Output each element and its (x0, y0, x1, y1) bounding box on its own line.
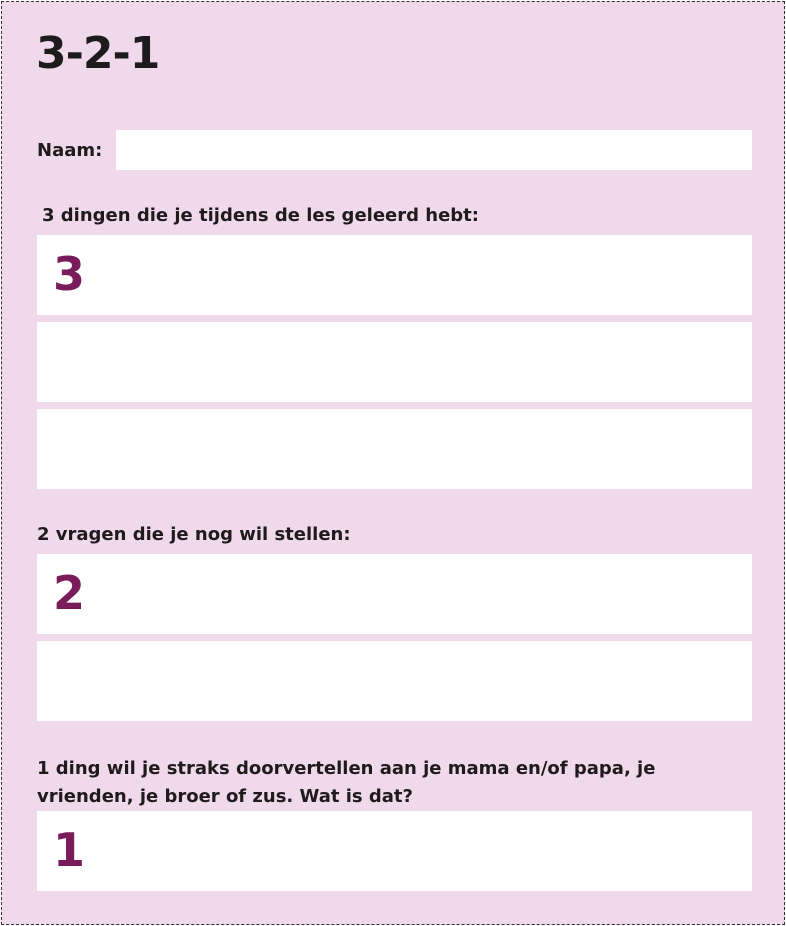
page-title: 3-2-1 (36, 28, 160, 79)
answer-box-one-1[interactable] (37, 811, 752, 891)
number-three-marker: 3 (53, 247, 86, 301)
number-one-marker: 1 (53, 823, 86, 877)
answer-box-three-1[interactable] (37, 235, 752, 315)
number-two-marker: 2 (53, 566, 86, 620)
worksheet-card (1, 1, 785, 925)
answer-box-three-3[interactable] (37, 409, 752, 489)
answer-box-two-1[interactable] (37, 554, 752, 634)
name-field[interactable] (116, 130, 752, 170)
answer-box-three-2[interactable] (37, 322, 752, 402)
section-three-prompt: 3 dingen die je tijdens de les geleerd hebt: (42, 205, 479, 226)
section-one-prompt: 1 ding wil je straks doorvertellen aan je mama en/of papa, je vrienden, je broer of zus. Wat is dat? (37, 758, 656, 807)
name-label: Naam: (37, 140, 103, 161)
section-two-prompt: 2 vragen die je nog wil stellen: (37, 524, 351, 545)
answer-box-two-2[interactable] (37, 641, 752, 721)
